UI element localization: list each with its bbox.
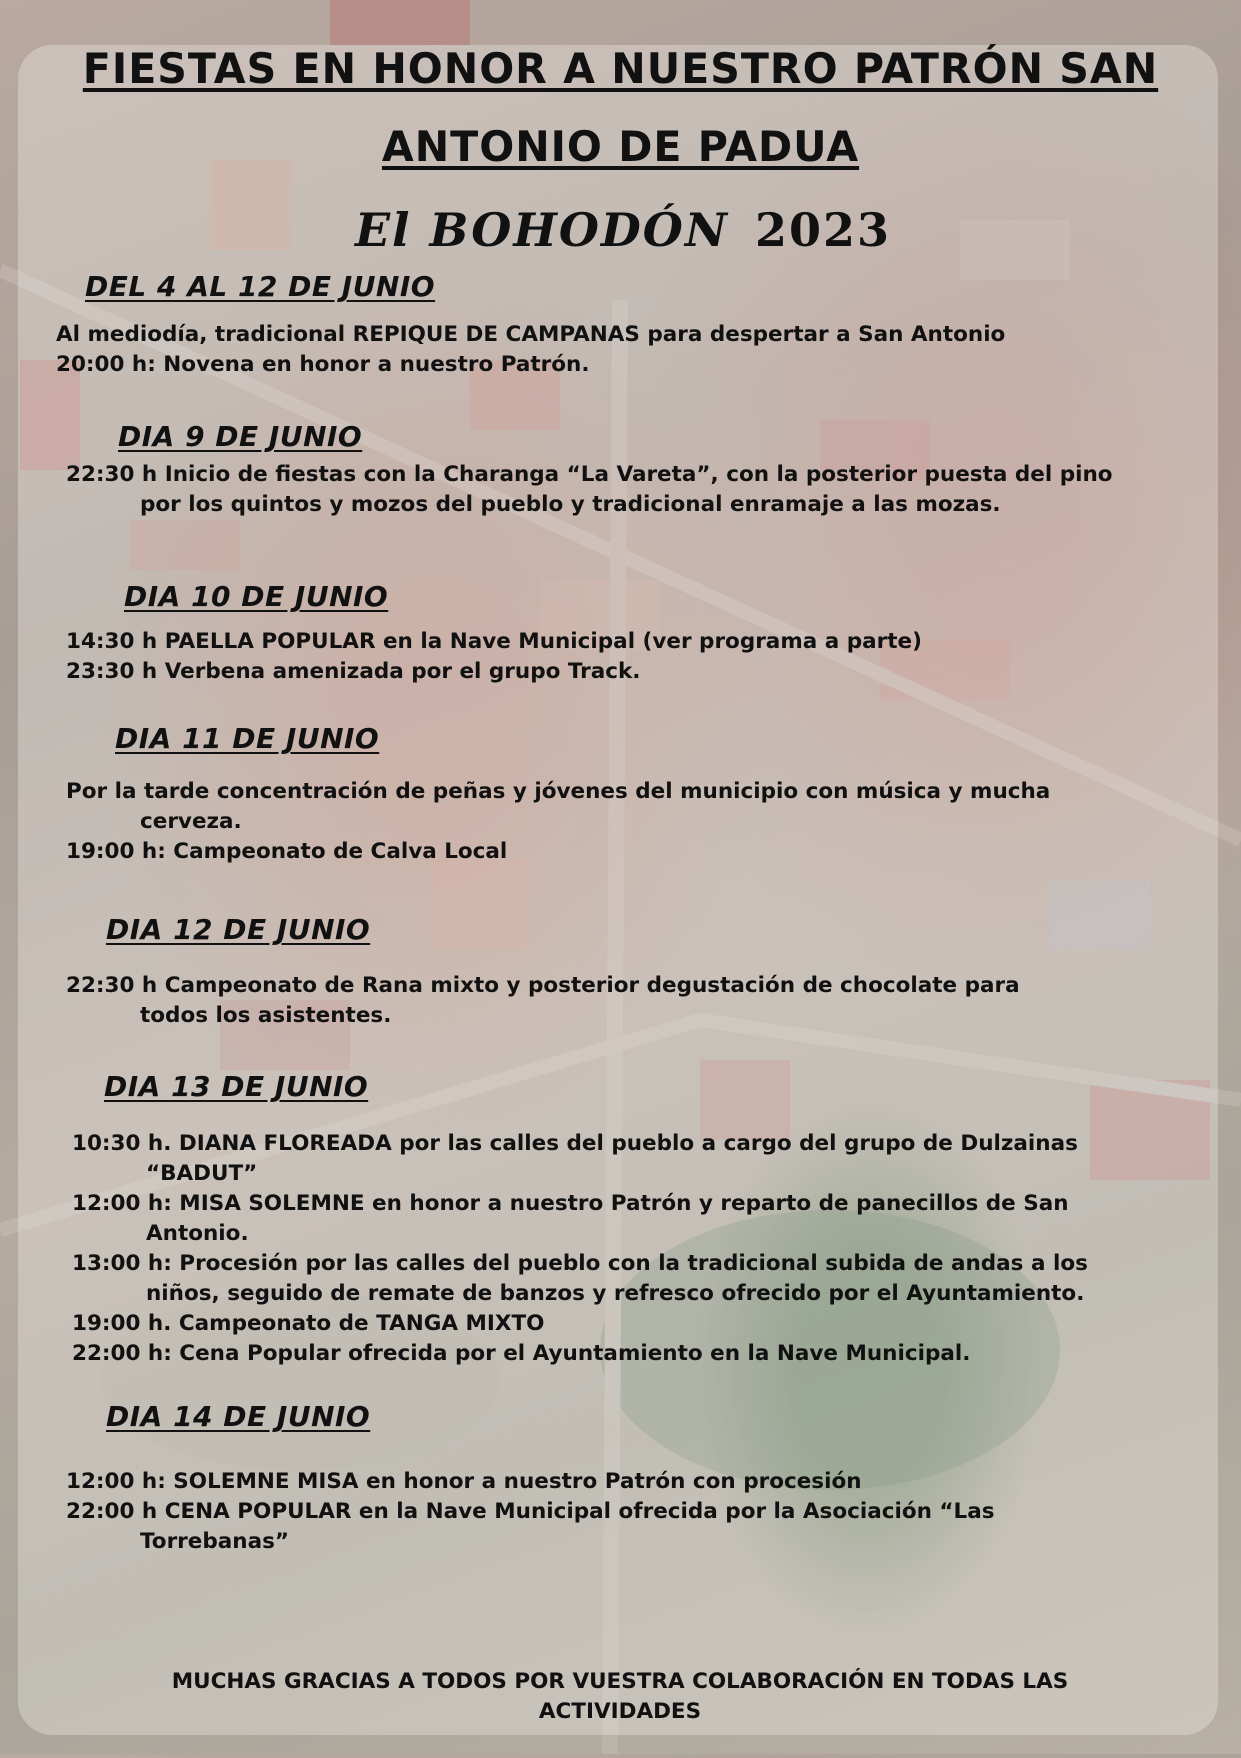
section-day-heading: DIA 14 DE JUNIO xyxy=(106,1400,371,1433)
schedule-line: 19:00 h: Campeonato de Calva Local xyxy=(66,839,508,864)
footer-line-2: ACTIVIDADES xyxy=(538,1699,702,1724)
schedule-line: Al mediodía, tradicional REPIQUE DE CAMPANAS para despertar a San Antonio xyxy=(56,322,1006,347)
schedule-line: 13:00 h: Procesión por las calles del pueblo con la tradicional subida de andas a los xyxy=(72,1251,1088,1276)
schedule-paragraph xyxy=(66,971,1162,1001)
title-line-1: FIESTAS EN HONOR A NUESTRO PATRÓN SAN xyxy=(82,44,1159,93)
schedule-line: cerveza. xyxy=(140,809,242,834)
schedule-line: Por la tarde concentración de peñas y jóvenes del municipio con música y mucha xyxy=(66,779,1051,804)
schedule-line: 22:00 h: Cena Popular ofrecida por el Ayuntamiento en la Nave Municipal. xyxy=(72,1341,971,1366)
thanks-footer xyxy=(100,1667,1140,1727)
schedule-line: “BADUT” xyxy=(146,1161,258,1186)
section-day-heading: DIA 10 DE JUNIO xyxy=(124,580,389,613)
schedule-line: 19:00 h. Campeonato de TANGA MIXTO xyxy=(72,1311,545,1336)
footer-line-1: MUCHAS GRACIAS A TODOS POR VUESTRA COLABORACIÓN EN TODAS LAS xyxy=(171,1669,1069,1694)
section-day-heading: DIA 12 DE JUNIO xyxy=(106,913,371,946)
schedule-line: 12:00 h: MISA SOLEMNE en honor a nuestro Patrón y reparto de panecillos de San xyxy=(72,1191,1069,1216)
event-year: 2023 xyxy=(755,203,892,257)
schedule-line: 14:30 h PAELLA POPULAR en la Nave Municipal (ver programa a parte) xyxy=(66,629,922,654)
schedule-line: 10:30 h. DIANA FLOREADA por las calles del pueblo a cargo del grupo de Dulzainas xyxy=(72,1131,1078,1156)
schedule-line: 12:00 h: SOLEMNE MISA en honor a nuestro Patrón con procesión xyxy=(66,1469,862,1494)
schedule-line: niños, seguido de remate de banzos y refresco ofrecido por el Ayuntamiento. xyxy=(146,1281,1085,1306)
schedule-paragraph xyxy=(66,777,1176,807)
schedule-line: por los quintos y mozos del pueblo y tradicional enramaje a las mozas. xyxy=(140,492,1001,517)
section-day-heading: DIA 9 DE JUNIO xyxy=(118,420,363,453)
schedule-line: todos los asistentes. xyxy=(140,1003,392,1028)
section-day-heading: DEL 4 AL 12 DE JUNIO xyxy=(85,270,436,303)
schedule-line: Torrebanas” xyxy=(140,1529,290,1554)
schedule-line: 20:00 h: Novena en honor a nuestro Patrón. xyxy=(56,352,590,377)
schedule-line: 22:30 h Inicio de fiestas con la Charanga “La Vareta”, con la posterior puesta del pino xyxy=(66,462,1113,487)
section-day-heading: DIA 13 DE JUNIO xyxy=(104,1070,369,1103)
section-day-heading: DIA 11 DE JUNIO xyxy=(115,722,380,755)
title-line-2: ANTONIO DE PADUA xyxy=(381,122,860,171)
schedule-line: Antonio. xyxy=(146,1221,249,1246)
town-name: El BOHODÓN xyxy=(355,203,729,257)
schedule-line: 22:00 h CENA POPULAR en la Nave Municipal ofrecida por la Asociación “Las xyxy=(66,1499,995,1524)
schedule-line: 22:30 h Campeonato de Rana mixto y posterior degustación de chocolate para xyxy=(66,973,1020,998)
schedule-line: 23:30 h Verbena amenizada por el grupo Track. xyxy=(66,659,641,684)
